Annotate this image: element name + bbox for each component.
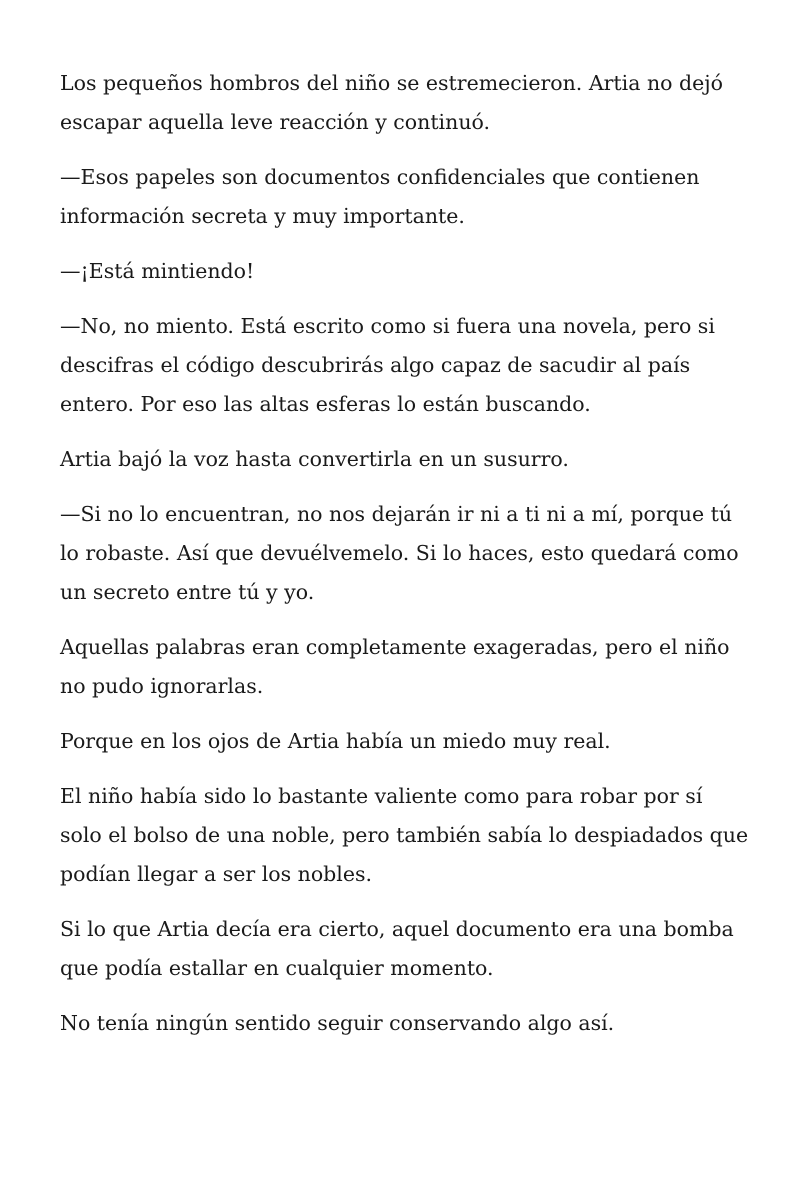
paragraph-1: Los pequeños hombros del niño se estremecieron. Artia no dejó escapar aquella leve reacción y continuó. [60, 71, 723, 134]
paragraph-3: —¡Está mintiendo! [60, 259, 255, 283]
paragraph-5: Artia bajó la voz hasta convertirla en un susurro. [60, 447, 569, 471]
paragraph-6: —Si no lo encuentran, no nos dejarán ir ni a ti ni a mí, porque tú lo robaste. Así que devuélvemelo. Si lo haces, esto quedará como un secreto entre tú y yo. [60, 502, 739, 604]
paragraph-10: Si lo que Artia decía era cierto, aquel documento era una bomba que podía estallar en cualquier momento. [60, 917, 734, 980]
paragraph-8: Porque en los ojos de Artia había un miedo muy real. [60, 729, 611, 753]
paragraph-4: —No, no miento. Está escrito como si fuera una novela, pero si descifras el código descubrirás algo capaz de sacudir al país entero. Por eso las altas esferas lo están buscando. [60, 314, 715, 416]
document-page [60, 64, 750, 1059]
paragraph-11: No tenía ningún sentido seguir conservando algo así. [60, 1011, 615, 1035]
paragraph-9: El niño había sido lo bastante valiente como para robar por sí solo el bolso de una noble, pero también sabía lo despiadados que podían llegar a ser los nobles. [60, 784, 749, 886]
paragraph-2: —Esos papeles son documentos confidenciales que contienen información secreta y muy importante. [60, 165, 700, 228]
paragraph-7: Aquellas palabras eran completamente exageradas, pero el niño no pudo ignorarlas. [60, 635, 730, 698]
